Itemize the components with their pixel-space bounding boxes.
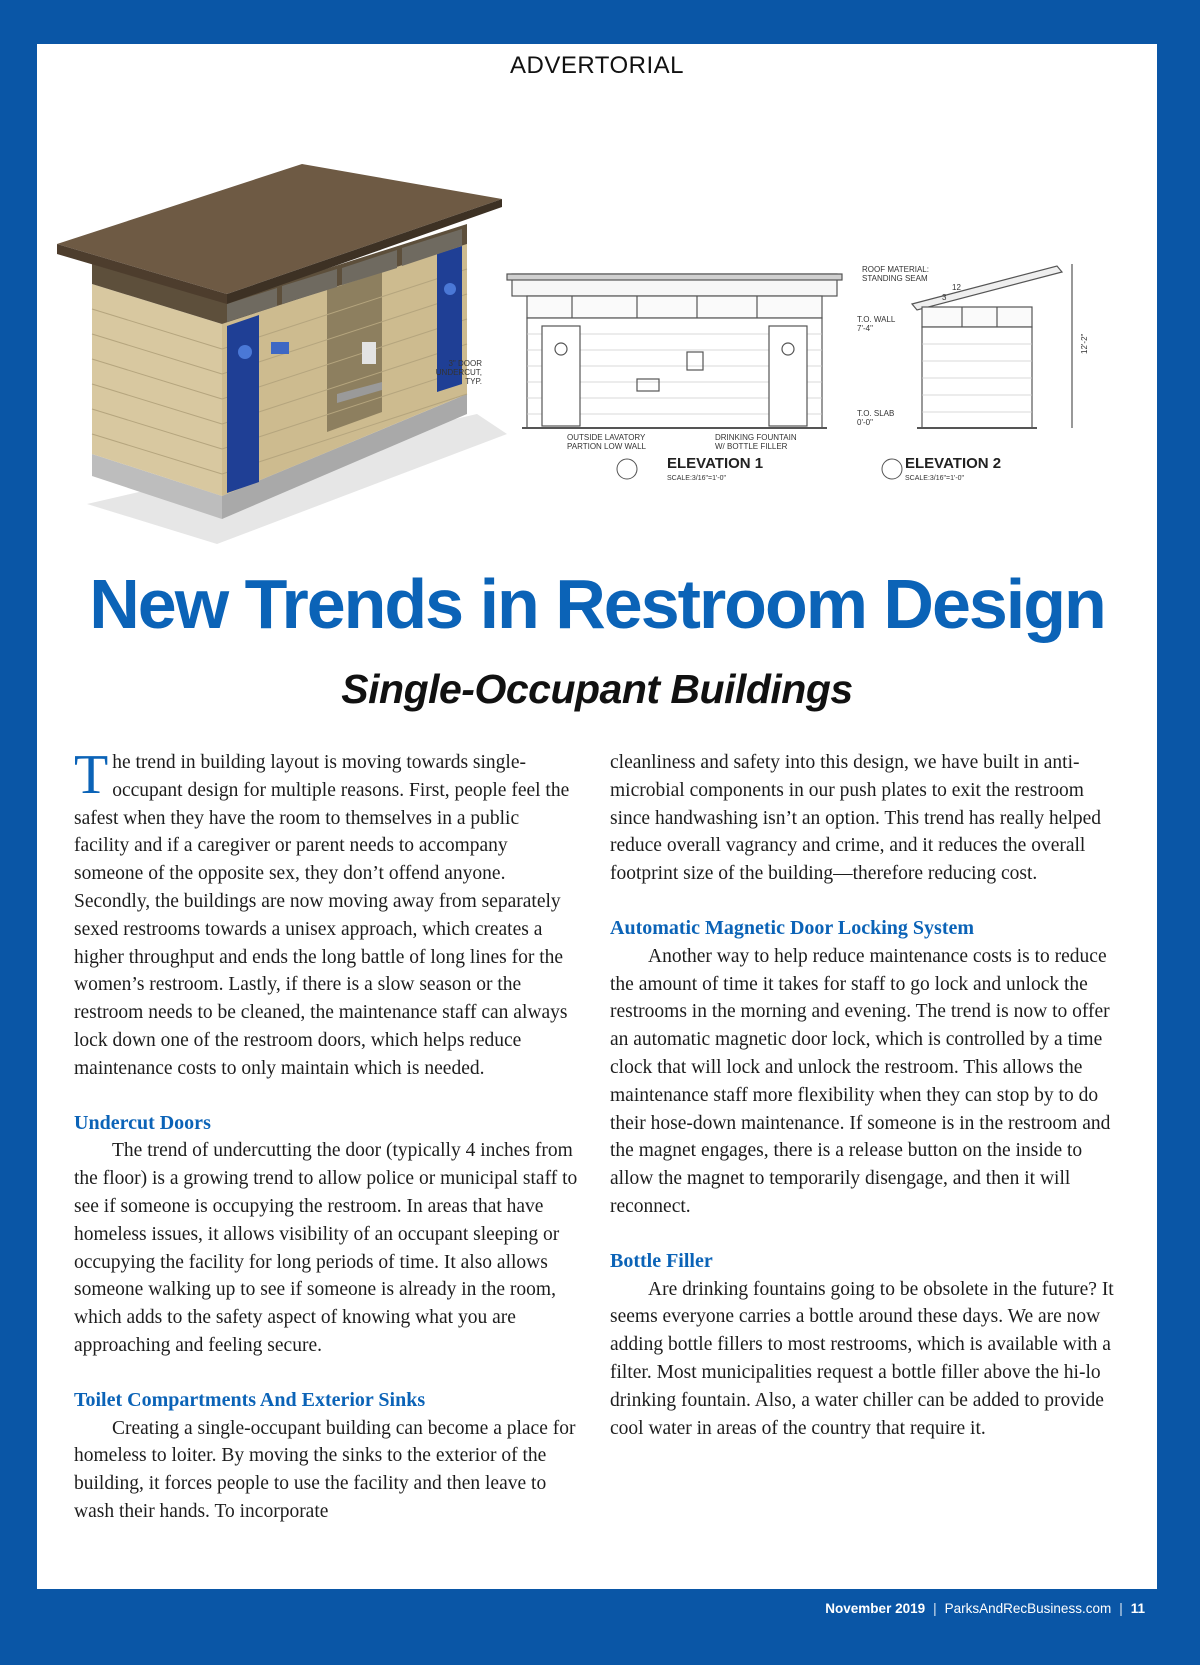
callout-top-of-slab-value: 0'-0" [857, 418, 873, 427]
elevation-2-label: ELEVATION 2 [905, 455, 1002, 472]
elevation-1-label: ELEVATION 1 [667, 455, 764, 472]
callout-top-of-slab: T.O. SLAB [857, 409, 895, 418]
callout-fountain: DRINKING FOUNTAIN [715, 433, 797, 442]
section-body-bottle-filler: Are drinking fountains going to be obsolete in the future? It seems everyone carries a bottle around these days. We are now adding bottle fillers to most restrooms, which is available with a filter. Most municipalities request a bottle filler above the hi-lo drinking fountain. Also, a water chiller can be added to provide cool water in areas of the country that require it. [610, 1278, 1114, 1439]
callout-door: 3" DOOR [448, 359, 482, 368]
left-column [74, 744, 579, 1526]
building-rendering [57, 164, 507, 544]
section-marker-icon [617, 459, 637, 479]
section-heading-undercut-doors: Undercut Doors [74, 1111, 211, 1134]
callout-lavatory-2: PARTION LOW WALL [567, 442, 646, 451]
intro-paragraph [74, 744, 579, 1083]
section-heading-toilet-compartments: Toilet Compartments And Exterior Sinks [74, 1388, 426, 1411]
article-title: New Trends in Restroom Design [89, 565, 1105, 643]
section-heading-magnetic-lock: Automatic Magnetic Door Locking System [610, 916, 975, 939]
callout-fountain-2: W/ BOTTLE FILLER [715, 442, 788, 451]
footer-date: November 2019 [825, 1601, 926, 1616]
elevation-2-drawing [912, 264, 1072, 428]
elevation-2-scale: SCALE:3/16"=1'-0" [905, 475, 965, 482]
restroom-illustration [37, 94, 1157, 564]
roof-pitch-run: 3 [942, 293, 947, 302]
elevation-1-scale: SCALE:3/16"=1'-0" [667, 475, 727, 482]
callout-top-of-wall: T.O. WALL [857, 315, 896, 324]
section-body-undercut-doors: The trend of undercutting the door (typically 4 inches from the floor) is a growing trend to allow police or municipal staff to see if someone is occupying the restroom. In areas that have homeless issues, it allows visibility of an occupant sleeping or occupying the facility for long periods of time. It also allows someone walking up to see if someone is already in the room, which adds to the safety aspect of knowing what you are approaching and feeling secure. [74, 1140, 578, 1356]
section-body-toilet-compartments: Creating a single-occupant building can become a place for homeless to loiter. By moving the sinks to the exterior of the building, it forces people to use the facility and then leave to wash their hands. To incorporate [74, 1417, 576, 1522]
callout-roof-2: STANDING SEAM [862, 274, 928, 283]
right-column [610, 749, 1120, 1442]
section-body-continued: cleanliness and safety into this design, we have built in anti-microbial components in our push plates to exit the restroom since handwashing isn’t an option. This trend has really helped reduce overall vagrancy and crime, and it reduces the overall footprint size of the building—therefore reducing cost. [610, 752, 1102, 885]
roof-pitch-rise: 12 [952, 283, 961, 292]
section-marker-2-icon [882, 459, 902, 479]
section-heading-bottle-filler: Bottle Filler [610, 1249, 713, 1272]
callout-lavatory: OUTSIDE LAVATORY [567, 433, 646, 442]
footer-site: ParksAndRecBusiness.com [944, 1601, 1112, 1616]
intro-text: he trend in building layout is moving towards single-occupant design for multiple reasons. First, people feel the safest when they have the room to themselves in a public facility and if a caregiver or parent needs to accompany someone of the opposite sex, they don’t offend anyone. Secondly, the buildings are now moving away from separately sexed restrooms towards a unisex approach, which creates a higher throughput and ends the long battle of long lines for the women’s restroom. Lastly, if there is a slow season or the restroom needs to be cleaned, the maintenance staff can always lock down one of the restroom doors, which helps reduce maintenance costs to only maintain which is needed. [74, 752, 570, 1079]
section-body-magnetic-lock: Another way to help reduce maintenance costs is to reduce the amount of time it takes for staff to go lock and unlock the restrooms in the morning and evening. The trend is now to offer an automatic magnetic door lock, which is controlled by a time clock that will lock and unlock the restroom. This allows the maintenance staff more flexibility when they can stop by to do their hose-down maintenance. If someone is in the restroom and the magnet engages, there is a release button on the inside to allow the magnet to temporarily disengage, and then it will reconnect. [610, 945, 1111, 1217]
footer-page-number: 11 [1130, 1601, 1145, 1616]
elevation-1-drawing [507, 274, 842, 428]
callout-roof: ROOF MATERIAL: [862, 265, 929, 274]
callout-door-2: UNDERCUT, [435, 368, 482, 377]
dimension-height: 12'-2" [1080, 333, 1089, 354]
callout-door-3: TYP. [465, 377, 482, 386]
page-footer: November 2019 | ParksAndRecBusiness.com | 11 [825, 1601, 1145, 1616]
callout-top-of-wall-value: 7'-4" [857, 324, 873, 333]
advertorial-kicker: ADVERTORIAL [509, 52, 684, 79]
drop-cap: T [74, 744, 109, 806]
article-page [37, 44, 1157, 1589]
article-subtitle: Single-Occupant Buildings [341, 666, 853, 712]
